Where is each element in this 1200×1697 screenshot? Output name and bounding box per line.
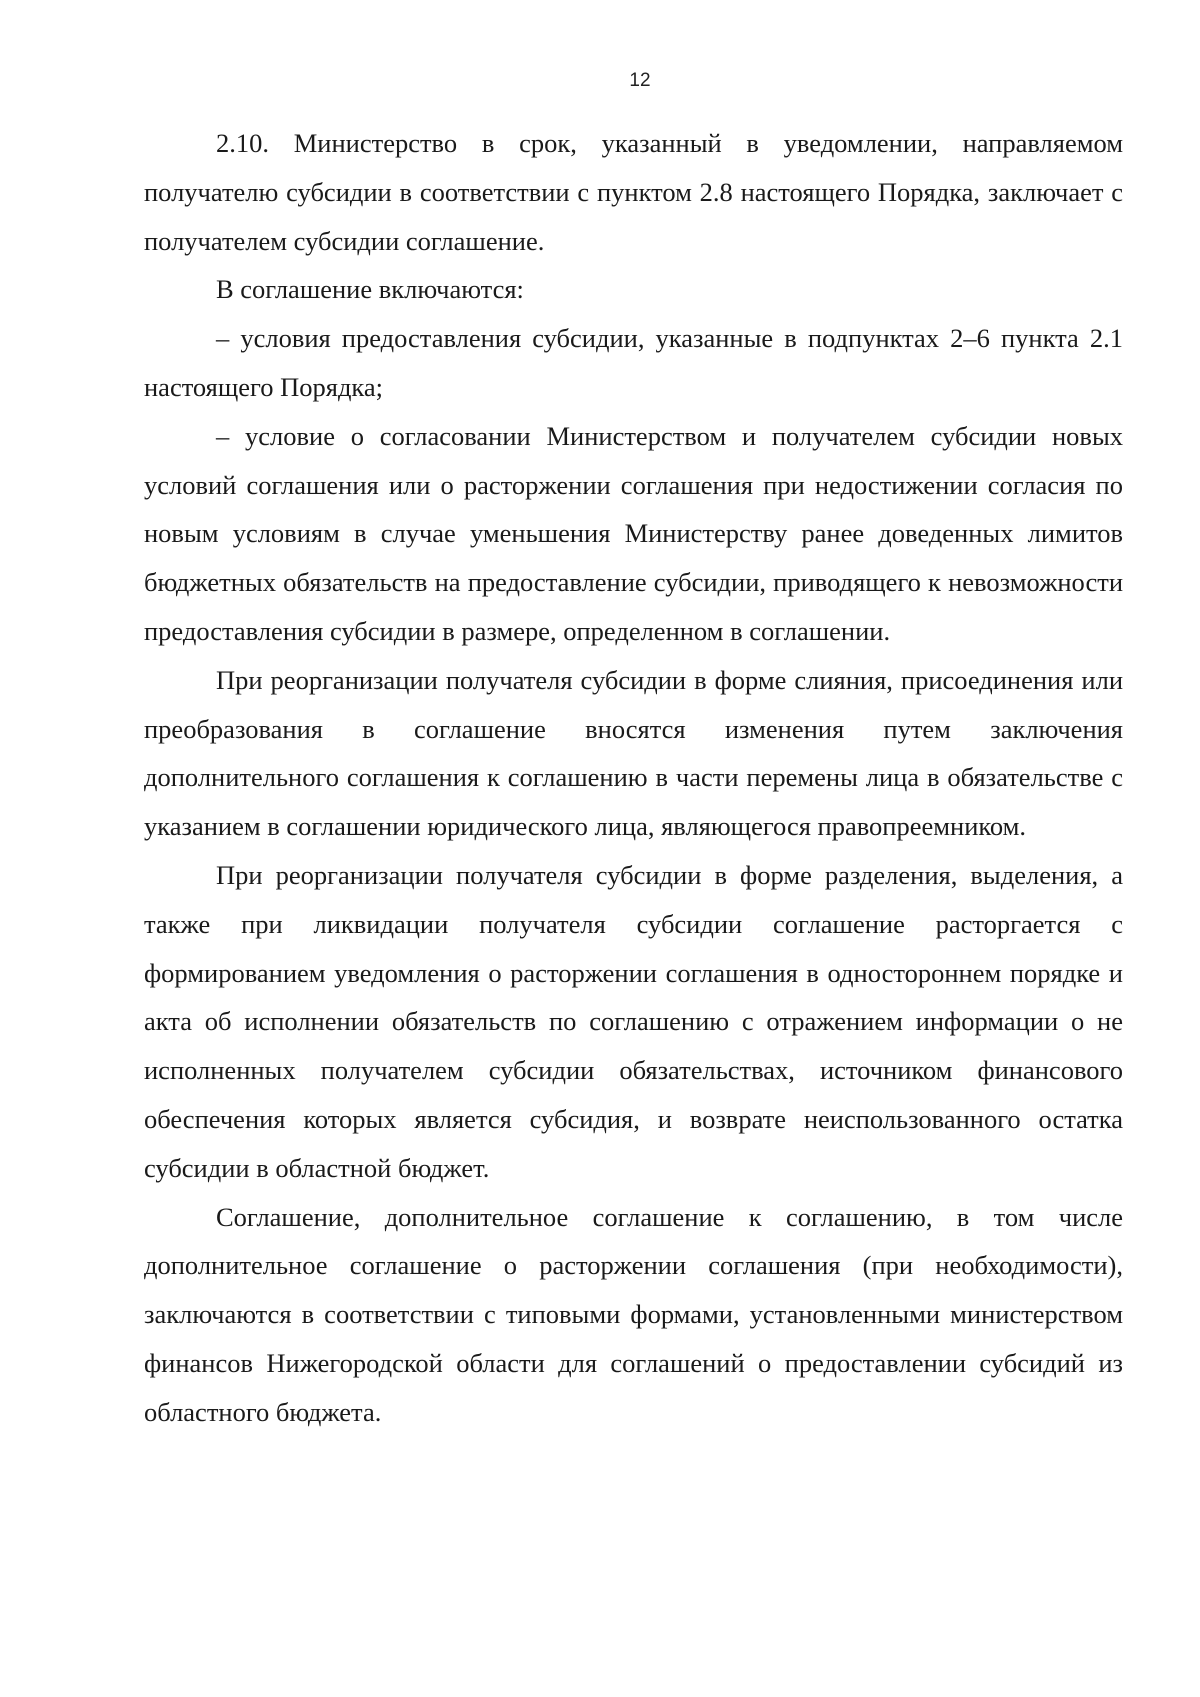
paragraph-2-10: 2.10. Министерство в срок, указанный в уведомлении, направляемом получателю субсидии в соответствии с пунктом 2.8 настоящего Порядка, заключает с получателем субсидии соглашение. xyxy=(144,128,1123,256)
paragraph-agreement-forms: Соглашение, дополнительное соглашение к соглашению, в том числе дополнительное соглашение о расторжении соглашения (при необходимости), заключаются в соответствии с типовыми формами, установленными министерством финансов Нижегородской области для соглашений о предоставлении субсидий из областного бюджета. xyxy=(144,1201,1123,1427)
document-body xyxy=(144,119,1123,1437)
paragraph-reorganization-merger: При реорганизации получателя субсидии в форме слияния, присоединения или преобразования в соглашение вносятся изменения путем заключения дополнительного соглашения к соглашению в части перемены лица в обязательстве с указанием в соглашении юридического лица, являющегося правопреемником. xyxy=(144,664,1123,842)
page-number: 12 xyxy=(629,70,651,91)
list-item-coordination-condition: – условие о согласовании Министерством и получателем субсидии новых условий соглашения или о расторжении соглашения при недостижении согласия по новым условиям в случае уменьшения Министерству ранее доведенных лимитов бюджетных обязательств на предоставление субсидии, приводящего к невозможности предоставления субсидии в размере, определенном в соглашении. xyxy=(144,420,1123,646)
list-item-conditions: – условия предоставления субсидии, указанные в подпунктах 2–6 пункта 2.1 настоящего Порядка; xyxy=(144,323,1123,402)
paragraph-reorganization-division: При реорганизации получателя субсидии в форме разделения, выделения, а также при ликвидации получателя субсидии соглашение расторгается с формированием уведомления о расторжении соглашения в одностороннем порядке и акта об исполнении обязательств по соглашению с отражением информации о не исполненных получателем субсидии обязательствах, источником финансового обеспечения которых является субсидия, и возврате неиспользованного остатка субсидии в областной бюджет. xyxy=(144,859,1123,1183)
paragraph-agreement-includes: В соглашение включаются: xyxy=(216,274,524,305)
